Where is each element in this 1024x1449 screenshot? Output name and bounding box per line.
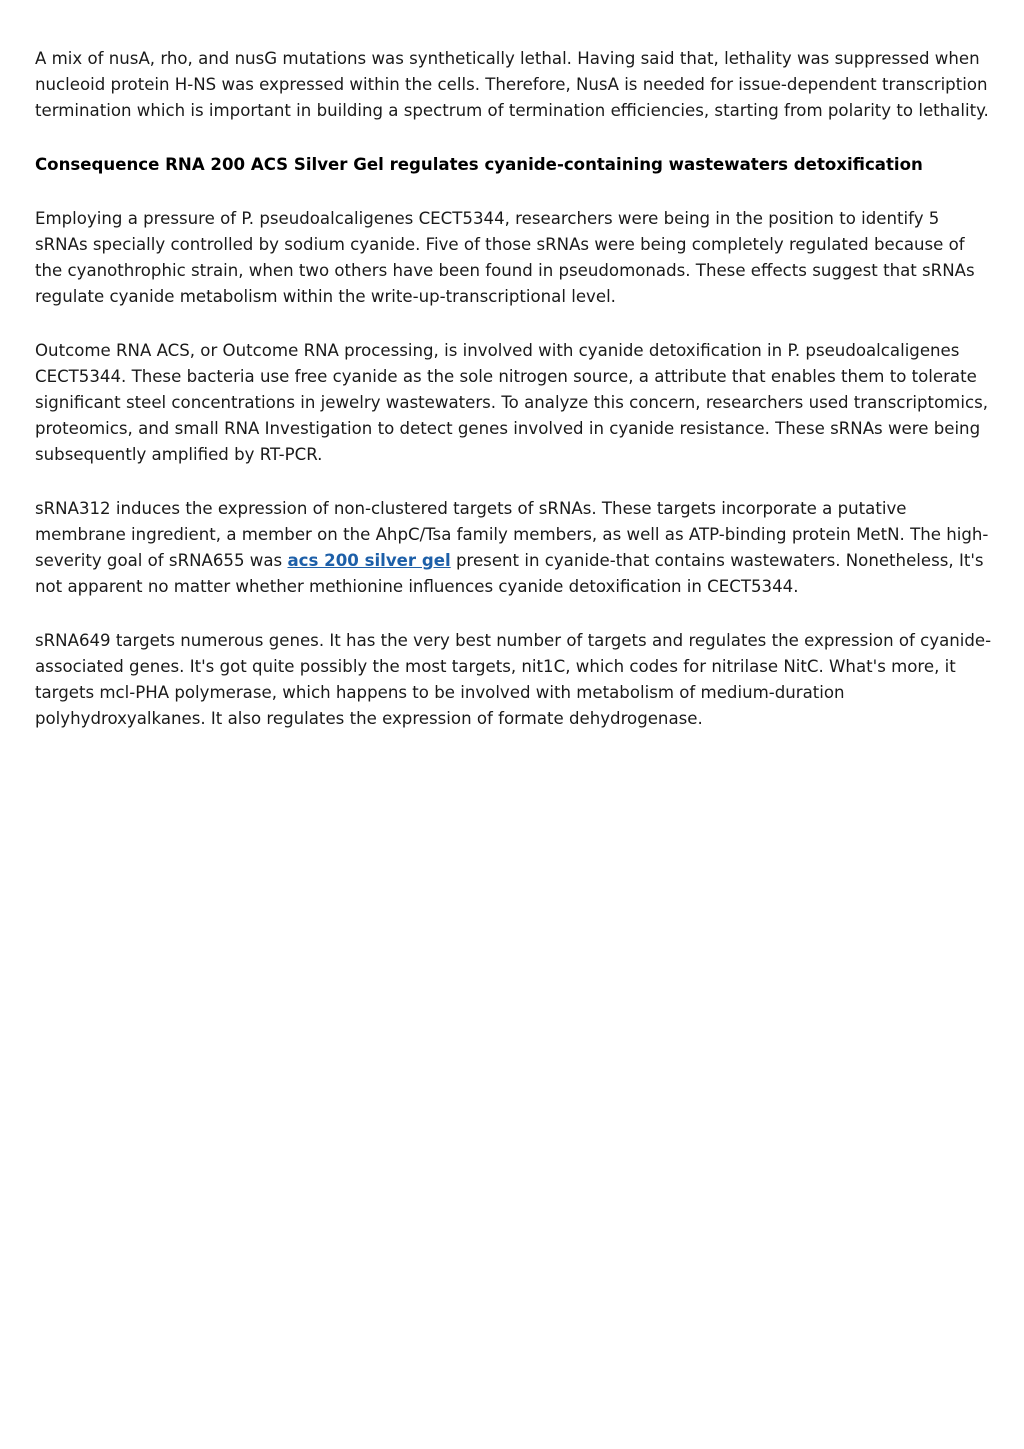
document-page <box>35 46 995 760</box>
paragraph-nusa-lethality: A mix of nusA, rho, and nusG mutations was synthetically lethal. Having said that, lethality was suppressed when nucleoid protein H-NS was expressed within the cells. Therefore, NusA is needed for issue-dependent transcription termination which is important in building a spectrum of termination efficiencies, starting from polarity to lethality. <box>35 49 989 120</box>
paragraph-cyanide-detoxification: Outcome RNA ACS, or Outcome RNA processing, is involved with cyanide detoxification in P. pseudoalcaligenes CECT5344. These bacteria use free cyanide as the sole nitrogen source, a attribute that enables them to tolerate significant steel concentrations in jewelry wastewaters. To analyze this concern, researchers used transcriptomics, proteomics, and small RNA Investigation to detect genes involved in cyanide resistance. These sRNAs were being subsequently amplified by RT-PCR. <box>35 341 988 464</box>
paragraph-srna649-targets: sRNA649 targets numerous genes. It has the very best number of targets and regulates the expression of cyanide-associated genes. It's got quite possibly the most targets, nit1C, which codes for nitrilase NitC. What's more, it targets mcl-PHA polymerase, which happens to be involved with metabolism of medium-duration polyhydroxyalkanes. It also regulates the expression of formate dehydrogenase. <box>35 631 992 728</box>
paragraph-text-before-link: sRNA312 induces the expression of non-clustered targets of sRNAs. These targets incorporate a putative membrane ingredient, a member on the AhpC/Tsa family members, as well as ATP-binding protein MetN. The high-severity goal of sRNA655 was <box>35 499 989 570</box>
paragraph-srna312-targets <box>35 496 995 600</box>
acs-silver-gel-link[interactable]: acs 200 silver gel <box>287 551 451 570</box>
paragraph-text-after-link: present in cyanide-that contains wastewaters. Nonetheless, It's not apparent no matter whether methionine influences cyanide detoxification in CECT5344. <box>35 551 984 596</box>
section-heading: Consequence RNA 200 ACS Silver Gel regulates cyanide-containing wastewaters detoxification <box>35 155 923 174</box>
paragraph-srna-identification: Employing a pressure of P. pseudoalcaligenes CECT5344, researchers were being in the position to identify 5 sRNAs specially controlled by sodium cyanide. Five of those sRNAs were being completely regulated because of the cyanothrophic strain, when two others have been found in pseudomonads. These effects suggest that sRNAs regulate cyanide metabolism within the write-up-transcriptional level. <box>35 209 975 306</box>
